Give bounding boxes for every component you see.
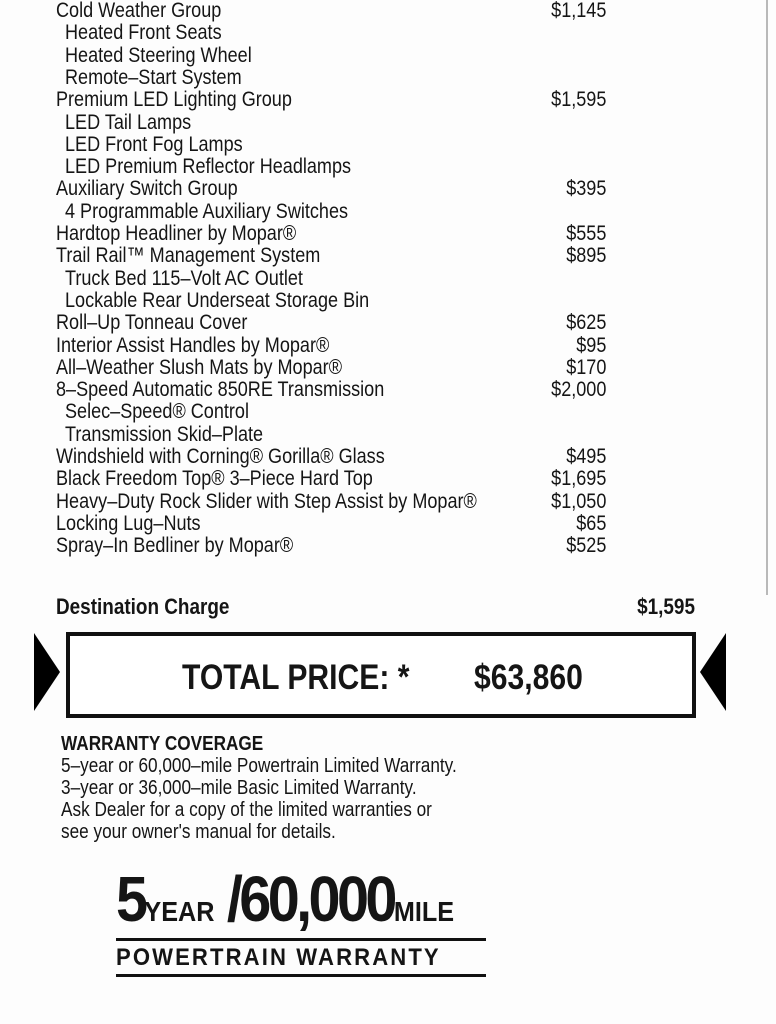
option-label: LED Front Fog Lamps (65, 132, 243, 156)
total-price-box (66, 632, 696, 718)
option-price: $1,695 (551, 467, 607, 491)
arrow-right-icon (700, 633, 726, 711)
option-label: Black Freedom Top® 3–Piece Hard Top (56, 467, 373, 491)
scroll-edge (766, 0, 768, 595)
option-label: LED Tail Lamps (65, 110, 192, 134)
option-sub-item (65, 45, 615, 67)
warranty-line: Ask Dealer for a copy of the limited warranties or (61, 799, 432, 821)
warranty-line: 3–year or 36,000–mile Basic Limited Warranty. (61, 777, 417, 799)
option-label: Transmission Skid–Plate (65, 422, 264, 446)
option-label: Truck Bed 115–Volt AC Outlet (65, 266, 303, 290)
option-price: $495 (566, 445, 607, 468)
option-label: Spray–In Bedliner by Mopar® (56, 534, 294, 558)
option-sub-item (65, 156, 615, 178)
option-label: 4 Programmable Auxiliary Switches (65, 199, 349, 223)
option-label: Locking Lug–Nuts (56, 511, 201, 535)
option-price: $895 (566, 244, 607, 268)
option-item (56, 0, 606, 22)
powertrain-warranty-logo (116, 863, 488, 980)
option-label: Trail Rail™ Management System (56, 244, 321, 268)
option-item (56, 245, 606, 267)
option-price: $395 (566, 177, 607, 201)
logo-rule-top (116, 938, 486, 941)
logo-slash: / (226, 863, 240, 935)
logo-rule-bottom (116, 974, 486, 977)
logo-miles: 60,000 (239, 863, 394, 935)
option-price: $95 (576, 333, 607, 357)
option-label: Cold Weather Group (56, 0, 222, 22)
total-price-value: $63,860 (474, 658, 583, 697)
option-sub-item (65, 134, 615, 156)
option-sub-item (65, 401, 615, 423)
option-item (56, 446, 606, 468)
option-price: $1,050 (551, 489, 607, 513)
warranty-coverage (61, 733, 577, 843)
option-item (56, 491, 606, 513)
warranty-heading: WARRANTY COVERAGE (61, 733, 264, 755)
option-price: $555 (566, 222, 607, 245)
logo-years: 5 (116, 863, 145, 935)
option-price: $1,595 (551, 88, 607, 112)
option-item (56, 468, 606, 490)
logo-headline (116, 863, 455, 945)
destination-price: $1,595 (637, 594, 695, 619)
option-sub-item (65, 290, 615, 312)
option-item (56, 513, 606, 535)
option-item (56, 312, 606, 334)
option-label: Heavy–Duty Rock Slider with Step Assist by Mopar® (56, 489, 477, 513)
destination-label: Destination Charge (56, 594, 230, 619)
option-sub-item (65, 201, 615, 223)
option-price: $65 (576, 511, 607, 535)
total-price-label: TOTAL PRICE: * (182, 658, 410, 697)
option-sub-item (65, 268, 615, 290)
logo-mile-word: MILE (393, 896, 455, 927)
warranty-line: see your owner's manual for details. (61, 821, 336, 843)
option-label: Roll–Up Tonneau Cover (56, 311, 248, 335)
option-label: Hardtop Headliner by Mopar® (56, 222, 297, 245)
option-label: Auxiliary Switch Group (56, 177, 238, 201)
option-item (56, 89, 606, 111)
option-label: LED Premium Reflector Headlamps (65, 155, 352, 179)
option-item (56, 335, 606, 357)
option-sub-item (65, 424, 615, 446)
option-price: $170 (566, 355, 607, 379)
option-label: Premium LED Lighting Group (56, 88, 292, 112)
option-item (56, 223, 606, 245)
option-sub-item (65, 67, 615, 89)
option-price: $2,000 (551, 378, 607, 402)
option-price: $625 (566, 311, 607, 335)
arrow-left-icon (34, 633, 60, 711)
option-item (56, 379, 606, 401)
option-label: Remote–Start System (65, 65, 242, 89)
option-label: Interior Assist Handles by Mopar® (56, 333, 330, 357)
option-label: Selec–Speed® Control (65, 400, 249, 424)
option-item (56, 535, 606, 557)
option-label: Lockable Rear Underseat Storage Bin (65, 288, 370, 312)
option-price: $1,145 (551, 0, 607, 22)
option-sub-item (65, 112, 615, 134)
option-price: $525 (566, 534, 607, 558)
option-item (56, 357, 606, 379)
option-label: Heated Steering Wheel (65, 43, 252, 67)
logo-year-word: YEAR (144, 896, 215, 927)
destination-charge-row (56, 594, 695, 620)
option-label: All–Weather Slush Mats by Mopar® (56, 355, 343, 379)
option-label: Windshield with Corning® Gorilla® Glass (56, 445, 385, 468)
option-label: 8–Speed Automatic 850RE Transmission (56, 378, 385, 402)
option-sub-item (65, 22, 615, 44)
logo-tagline: POWERTRAIN WARRANTY (116, 944, 441, 971)
option-label: Heated Front Seats (65, 21, 222, 45)
warranty-line: 5–year or 60,000–mile Powertrain Limited Warranty. (61, 755, 457, 777)
option-item (56, 178, 606, 200)
